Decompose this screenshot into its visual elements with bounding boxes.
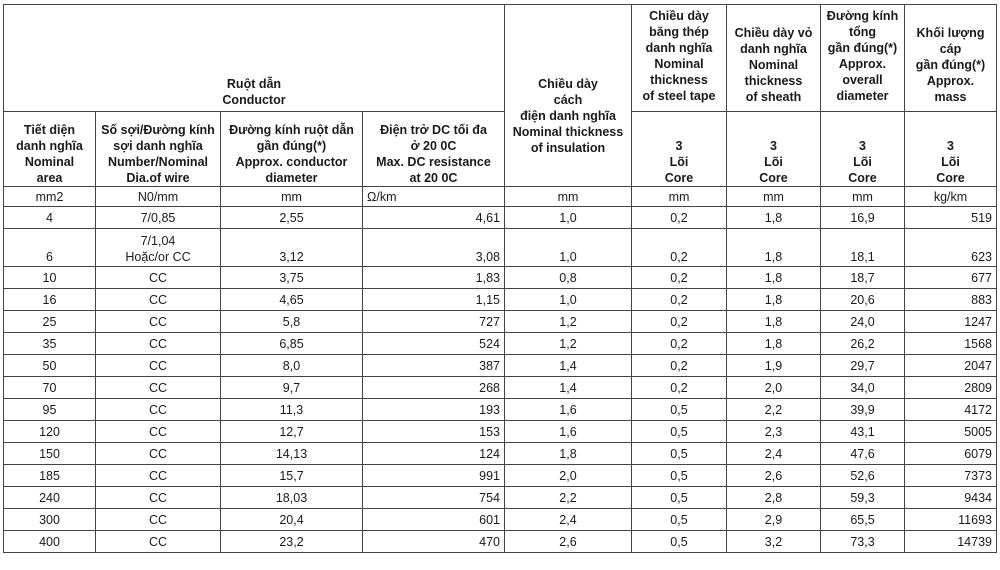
cell-insulation: 1,4 xyxy=(505,377,632,399)
cell-mass: 7373 xyxy=(905,465,997,487)
header-line: Approx. xyxy=(838,57,887,71)
cell-conductor-diameter: 23,2 xyxy=(221,531,363,553)
overall-diameter-header xyxy=(821,5,905,112)
header-line: Lõi xyxy=(764,155,783,169)
header-line: Nominal thickness xyxy=(512,124,624,139)
table-row xyxy=(4,311,997,333)
cell-mass: 883 xyxy=(905,289,997,311)
cell-dc-resistance: 153 xyxy=(363,421,505,443)
cell-sheath: 2,2 xyxy=(727,399,821,421)
cell-dc-resistance: 387 xyxy=(363,355,505,377)
cell-steel-tape: 0,2 xyxy=(632,289,727,311)
cell-wire: CC xyxy=(96,443,221,465)
header-line: Đường kính xyxy=(826,9,899,23)
header-line: Số sợi/Đường kính xyxy=(101,123,215,137)
cell-wire: CC xyxy=(96,289,221,311)
cell-mass: 1247 xyxy=(905,311,997,333)
cell-area: 35 xyxy=(4,333,96,355)
header-line: Number/Nominal xyxy=(107,155,208,169)
cell-overall-diameter: 26,2 xyxy=(821,333,905,355)
cell-area: 120 xyxy=(4,421,96,443)
cell-dc-resistance: 193 xyxy=(363,399,505,421)
cell-sheath: 1,8 xyxy=(727,333,821,355)
cell-steel-tape: 0,5 xyxy=(632,465,727,487)
table-row xyxy=(4,487,997,509)
dc-resistance-header xyxy=(363,112,505,187)
cell-conductor-diameter: 3,75 xyxy=(221,267,363,289)
cell-wire: CC xyxy=(96,509,221,531)
header-line: Approx. conductor xyxy=(235,155,348,169)
header-line: mass xyxy=(934,90,967,104)
header-line: of sheath xyxy=(745,90,802,104)
unit-diameter: mm xyxy=(221,187,363,207)
header-line: ở 20 0C xyxy=(410,139,457,153)
header-line: of insulation xyxy=(530,140,606,155)
cell-wire: CC xyxy=(96,311,221,333)
wire-header xyxy=(96,112,221,187)
header-line: danh nghĩa xyxy=(645,41,713,55)
sheath-header xyxy=(727,5,821,112)
cell-insulation: 1,0 xyxy=(505,229,632,267)
cell-steel-tape: 0,5 xyxy=(632,399,727,421)
header-line: cách xyxy=(553,92,583,107)
cell-overall-diameter: 16,9 xyxy=(821,207,905,229)
header-line: gần đúng(*) xyxy=(256,139,327,153)
cell-mass: 2047 xyxy=(905,355,997,377)
steel-tape-header xyxy=(632,5,727,112)
cell-mass: 14739 xyxy=(905,531,997,553)
cell-wire: CC xyxy=(96,531,221,553)
header-line: thickness xyxy=(744,74,803,88)
cell-overall-diameter: 18,7 xyxy=(821,267,905,289)
cell-dc-resistance: 524 xyxy=(363,333,505,355)
cell-dc-resistance: 470 xyxy=(363,531,505,553)
cell-sheath: 2,3 xyxy=(727,421,821,443)
header-line: Ruột dẫn xyxy=(226,77,282,91)
cell-overall-diameter: 47,6 xyxy=(821,443,905,465)
header-line: gần đúng(*) xyxy=(827,41,898,55)
cell-mass: 11693 xyxy=(905,509,997,531)
cell-mass: 2809 xyxy=(905,377,997,399)
cell-dc-resistance: 4,61 xyxy=(363,207,505,229)
conductor-diameter-header xyxy=(221,112,363,187)
header-line: 3 xyxy=(947,139,954,153)
header-line: danh nghĩa xyxy=(16,139,83,153)
cell-conductor-diameter: 18,03 xyxy=(221,487,363,509)
cell-conductor-diameter: 15,7 xyxy=(221,465,363,487)
cell-overall-diameter: 59,3 xyxy=(821,487,905,509)
cell-dc-resistance: 727 xyxy=(363,311,505,333)
cell-steel-tape: 0,2 xyxy=(632,207,727,229)
cell-sheath: 2,6 xyxy=(727,465,821,487)
cell-mass: 9434 xyxy=(905,487,997,509)
header-line: Nominal xyxy=(654,57,704,71)
cell-sheath: 2,4 xyxy=(727,443,821,465)
cell-conductor-diameter: 3,12 xyxy=(221,229,363,267)
mass-core-header xyxy=(905,112,997,187)
table-row xyxy=(4,207,997,229)
cell-insulation: 1,2 xyxy=(505,333,632,355)
cell-line: 7/1,04 xyxy=(140,234,176,248)
table-row xyxy=(4,443,997,465)
cell-steel-tape: 0,5 xyxy=(632,421,727,443)
cell-steel-tape: 0,2 xyxy=(632,377,727,399)
cell-sheath: 3,2 xyxy=(727,531,821,553)
header-line: sợi danh nghĩa xyxy=(113,139,203,153)
header-line: Core xyxy=(664,171,694,185)
cell-sheath: 1,8 xyxy=(727,311,821,333)
cell-wire: CC xyxy=(96,399,221,421)
cell-overall-diameter: 73,3 xyxy=(821,531,905,553)
cell-steel-tape: 0,2 xyxy=(632,311,727,333)
cell-dc-resistance: 1,83 xyxy=(363,267,505,289)
cell-area: 25 xyxy=(4,311,96,333)
header-line: Khối lượng xyxy=(916,26,985,40)
cell-steel-tape: 0,2 xyxy=(632,333,727,355)
cell-sheath: 2,0 xyxy=(727,377,821,399)
table-row xyxy=(4,229,997,267)
header-line: diameter xyxy=(836,89,889,103)
header-line: Chiều dày xyxy=(538,76,598,91)
cell-wire: CC xyxy=(96,465,221,487)
cell-wire: CC xyxy=(96,487,221,509)
cell-sheath: 1,9 xyxy=(727,355,821,377)
header-line: at 20 0C xyxy=(409,171,458,185)
header-line: Chiều dày xyxy=(649,9,709,23)
cell-sheath: 1,8 xyxy=(727,289,821,311)
cell-conductor-diameter: 6,85 xyxy=(221,333,363,355)
cell-insulation: 2,2 xyxy=(505,487,632,509)
cell-area: 150 xyxy=(4,443,96,465)
cell-area: 10 xyxy=(4,267,96,289)
cell-insulation: 2,4 xyxy=(505,509,632,531)
table-row xyxy=(4,289,997,311)
cell-conductor-diameter: 14,13 xyxy=(221,443,363,465)
cell-conductor-diameter: 8,0 xyxy=(221,355,363,377)
header-line: Đường kính ruột dẫn xyxy=(229,123,354,137)
header-line: Điện trở DC tối đa xyxy=(380,123,487,137)
cell-insulation: 1,8 xyxy=(505,443,632,465)
table-row xyxy=(4,509,997,531)
header-line: area xyxy=(36,171,63,185)
header-line: tổng xyxy=(848,25,877,39)
steel-tape-core-header xyxy=(632,112,727,187)
cell-wire: 7/0,85 xyxy=(96,207,221,229)
header-line: Nominal xyxy=(24,155,75,169)
cell-conductor-diameter: 12,7 xyxy=(221,421,363,443)
cell-mass: 519 xyxy=(905,207,997,229)
cell-wire xyxy=(96,229,221,267)
cell-overall-diameter: 39,9 xyxy=(821,399,905,421)
unit-area: mm2 xyxy=(4,187,96,207)
cell-steel-tape: 0,5 xyxy=(632,509,727,531)
table-row xyxy=(4,333,997,355)
cell-sheath: 1,8 xyxy=(727,267,821,289)
table-row xyxy=(4,421,997,443)
cell-sheath: 1,8 xyxy=(727,207,821,229)
cell-area: 6 xyxy=(4,229,96,267)
cable-spec-table xyxy=(3,4,997,553)
table-row xyxy=(4,377,997,399)
cell-overall-diameter: 24,0 xyxy=(821,311,905,333)
cell-wire: CC xyxy=(96,377,221,399)
cell-area: 400 xyxy=(4,531,96,553)
header-line: băng thép xyxy=(649,25,709,39)
header-line: gần đúng(*) xyxy=(915,58,986,72)
cell-sheath: 2,9 xyxy=(727,509,821,531)
header-line: thickness xyxy=(650,73,708,87)
header-line: Nominal xyxy=(748,58,799,72)
cell-steel-tape: 0,2 xyxy=(632,355,727,377)
cell-overall-diameter: 20,6 xyxy=(821,289,905,311)
cell-dc-resistance: 754 xyxy=(363,487,505,509)
cell-dc-resistance: 601 xyxy=(363,509,505,531)
cell-insulation: 1,6 xyxy=(505,399,632,421)
cell-conductor-diameter: 5,8 xyxy=(221,311,363,333)
cell-wire: CC xyxy=(96,333,221,355)
header-line: điện danh nghĩa xyxy=(520,108,616,123)
insulation-header xyxy=(505,5,632,187)
cell-insulation: 1,6 xyxy=(505,421,632,443)
cell-area: 4 xyxy=(4,207,96,229)
cell-insulation: 2,0 xyxy=(505,465,632,487)
cell-mass: 4172 xyxy=(905,399,997,421)
cell-wire: CC xyxy=(96,355,221,377)
unit-sheath: mm xyxy=(727,187,821,207)
cell-insulation: 2,6 xyxy=(505,531,632,553)
header-line: Lõi xyxy=(669,155,689,169)
cell-mass: 6079 xyxy=(905,443,997,465)
header-line: 3 xyxy=(770,139,777,153)
cell-overall-diameter: 52,6 xyxy=(821,465,905,487)
cell-insulation: 1,0 xyxy=(505,207,632,229)
cell-area: 95 xyxy=(4,399,96,421)
cell-mass: 623 xyxy=(905,229,997,267)
header-line: 3 xyxy=(859,139,866,153)
sheath-core-header xyxy=(727,112,821,187)
cell-area: 50 xyxy=(4,355,96,377)
header-line: overall xyxy=(842,73,883,87)
cell-dc-resistance: 991 xyxy=(363,465,505,487)
unit-resistance: Ω/km xyxy=(363,187,505,207)
cell-dc-resistance: 3,08 xyxy=(363,229,505,267)
cell-steel-tape: 0,5 xyxy=(632,443,727,465)
header-line: Approx. xyxy=(926,74,975,88)
units-row xyxy=(4,187,997,207)
cell-insulation: 0,8 xyxy=(505,267,632,289)
cell-insulation: 1,2 xyxy=(505,311,632,333)
cell-steel-tape: 0,2 xyxy=(632,267,727,289)
unit-overall: mm xyxy=(821,187,905,207)
cell-insulation: 1,4 xyxy=(505,355,632,377)
cell-overall-diameter: 18,1 xyxy=(821,229,905,267)
cell-wire: CC xyxy=(96,421,221,443)
cell-overall-diameter: 34,0 xyxy=(821,377,905,399)
unit-mass: kg/km xyxy=(905,187,997,207)
header-line: cáp xyxy=(939,42,962,56)
header-line: Lõi xyxy=(941,155,960,169)
cell-area: 70 xyxy=(4,377,96,399)
cell-conductor-diameter: 11,3 xyxy=(221,399,363,421)
table-row xyxy=(4,465,997,487)
cell-overall-diameter: 43,1 xyxy=(821,421,905,443)
table-row xyxy=(4,267,997,289)
header-line: Dia.of wire xyxy=(126,171,190,185)
cell-sheath: 1,8 xyxy=(727,229,821,267)
header-line: diameter xyxy=(265,171,318,185)
table-row xyxy=(4,355,997,377)
conductor-group-header xyxy=(4,5,505,112)
header-line: Core xyxy=(759,171,788,185)
cell-steel-tape: 0,2 xyxy=(632,229,727,267)
header-line: Lõi xyxy=(853,155,872,169)
cell-mass: 1568 xyxy=(905,333,997,355)
cell-sheath: 2,8 xyxy=(727,487,821,509)
cell-conductor-diameter: 4,65 xyxy=(221,289,363,311)
header-line: Core xyxy=(936,171,965,185)
header-line: 3 xyxy=(675,139,683,153)
cell-conductor-diameter: 2,55 xyxy=(221,207,363,229)
cell-area: 240 xyxy=(4,487,96,509)
cell-overall-diameter: 29,7 xyxy=(821,355,905,377)
cell-conductor-diameter: 20,4 xyxy=(221,509,363,531)
cell-dc-resistance: 1,15 xyxy=(363,289,505,311)
unit-insulation: mm xyxy=(505,187,632,207)
overall-core-header xyxy=(821,112,905,187)
cell-overall-diameter: 65,5 xyxy=(821,509,905,531)
header-line: Chiều dày vỏ xyxy=(734,26,813,40)
cell-insulation: 1,0 xyxy=(505,289,632,311)
table-row xyxy=(4,399,997,421)
header-line: Max. DC resistance xyxy=(376,155,491,169)
cell-conductor-diameter: 9,7 xyxy=(221,377,363,399)
cell-wire: CC xyxy=(96,267,221,289)
header-line: Tiết diện xyxy=(23,123,76,137)
cell-steel-tape: 0,5 xyxy=(632,487,727,509)
header-line: Conductor xyxy=(222,93,286,107)
cell-steel-tape: 0,5 xyxy=(632,531,727,553)
unit-steel-tape: mm xyxy=(632,187,727,207)
cell-mass: 5005 xyxy=(905,421,997,443)
table-row xyxy=(4,531,997,553)
header-line: danh nghĩa xyxy=(740,42,807,56)
nominal-area-header xyxy=(4,112,96,187)
cell-line: Hoặc/or CC xyxy=(125,250,191,264)
cell-area: 185 xyxy=(4,465,96,487)
cell-dc-resistance: 124 xyxy=(363,443,505,465)
header-line: Core xyxy=(848,171,877,185)
cell-area: 300 xyxy=(4,509,96,531)
cell-mass: 677 xyxy=(905,267,997,289)
cell-dc-resistance: 268 xyxy=(363,377,505,399)
header-line: of steel tape xyxy=(642,89,716,103)
unit-wire: N0/mm xyxy=(96,187,221,207)
mass-header xyxy=(905,5,997,112)
cable-spec-table-container xyxy=(3,4,997,553)
cell-area: 16 xyxy=(4,289,96,311)
